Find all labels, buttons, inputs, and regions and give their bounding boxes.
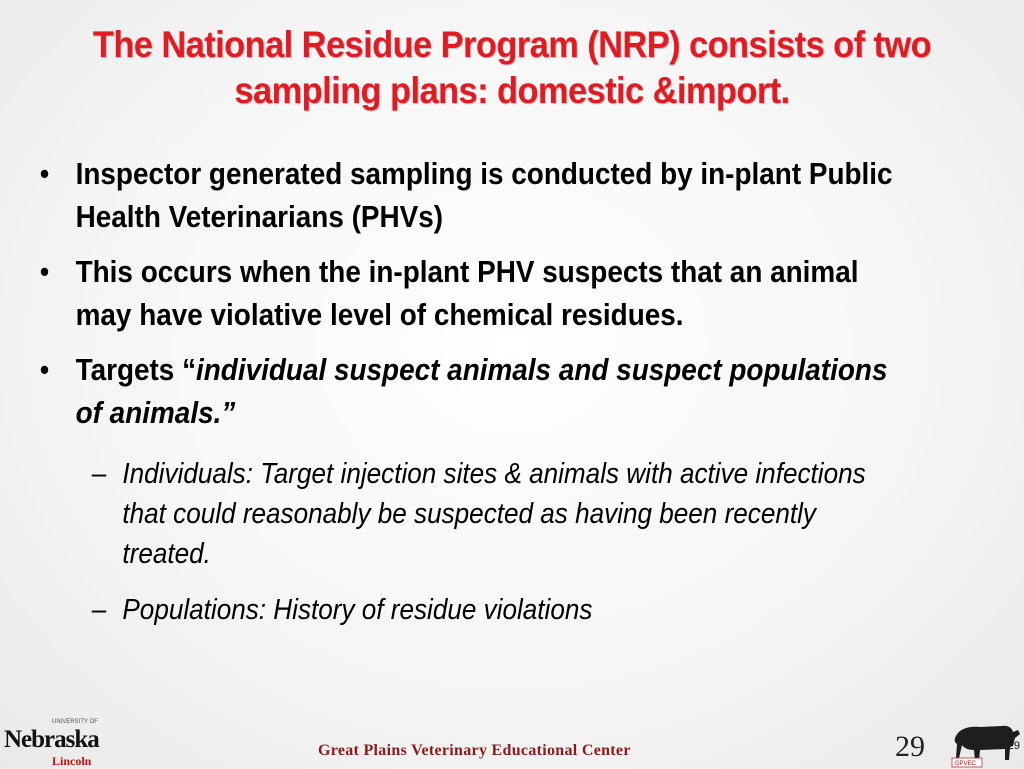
svg-text:GPVEC: GPVEC — [955, 761, 977, 767]
logo-university-of: UNIVERSITY OF — [52, 719, 98, 725]
footer-text: Great Plains Veterinary Educational Center — [318, 742, 631, 759]
bullet-marker: • — [39, 156, 50, 191]
bullet-item — [36, 250, 900, 336]
slide-title: The National Residue Program (NRP) consists of two sampling plans: domestic &import. — [92, 24, 932, 111]
dash-marker: – — [91, 594, 107, 626]
sub-bullet-item — [36, 590, 900, 630]
bullet-text: Inspector generated sampling is conducted by in-plant Public Health Veterinarians (PHVs) — [75, 156, 893, 234]
dash-marker: – — [91, 458, 107, 490]
logo-wordmark: Nebraska — [4, 726, 99, 753]
corner-slide-number: 29 — [1007, 740, 1020, 752]
nebraska-logo-icon — [2, 716, 98, 768]
bullet-item — [36, 152, 900, 238]
bullet-text-prefix: Targets “ — [75, 352, 197, 387]
bullet-marker: • — [39, 254, 50, 289]
slide-body — [36, 152, 900, 646]
sub-bullet-text: Populations: History of residue violations — [122, 594, 593, 626]
sub-bullet-item — [36, 454, 900, 574]
slide-number: 29 — [895, 730, 925, 763]
bullet-marker: • — [39, 352, 50, 387]
bullet-item — [36, 348, 900, 434]
sub-bullet-text: Individuals: Target injection sites & animals with active infections that could reasonably be suspected as having been recently treated. — [122, 458, 866, 570]
bullet-text-italic: individual suspect animals and suspect populations of animals.” — [75, 352, 888, 430]
logo-campus: Lincoln — [52, 754, 92, 768]
bullet-text: This occurs when the in-plant PHV suspects that an animal may have violative level of chemical residues. — [75, 254, 859, 332]
